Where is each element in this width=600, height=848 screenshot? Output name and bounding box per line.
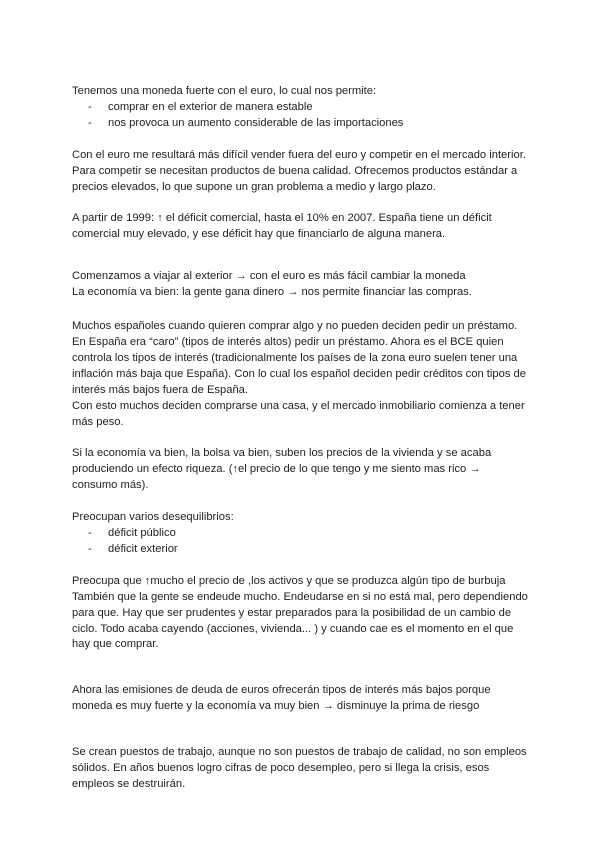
list-item-text: déficit exterior [108, 542, 178, 555]
paragraph-line: interés más bajos fuera de España. [72, 383, 248, 396]
bullet-marker: - [88, 116, 92, 129]
bullet-marker: - [88, 100, 92, 113]
paragraph-trade-deficit [72, 211, 532, 243]
paragraph-line: ciclo. Todo acaba cayendo (acciones, vivienda... ) y cuando cae es el momento en el que [72, 622, 514, 635]
paragraph-line: Si la economía va bien, la bolsa va bien, suben los precios de la vivienda y se acaba [72, 447, 492, 460]
paragraph-line: En España era “caro” (tipos de interés altos) pedir un préstamo. Ahora es el BCE quien [72, 335, 504, 348]
list-item [72, 100, 532, 116]
paragraph-line: Con esto muchos deciden comprarse una casa, y el mercado inmobiliario comienza a tener [72, 399, 525, 412]
paragraph-bubble [72, 574, 532, 654]
paragraph-loans [72, 319, 532, 430]
paragraph-line: más peso. [72, 415, 124, 428]
paragraph-travel [72, 269, 532, 301]
paragraph-line: empleos se destruirán. [72, 778, 186, 790]
paragraph-line: consumo más). [72, 479, 149, 492]
paragraph-strong-currency [72, 84, 532, 132]
paragraph-line: sólidos. En años buenos logro cifras de poco desempleo, pero si llega la crisis, esos [72, 762, 490, 775]
paragraph-line: Ahora las emisiones de deuda de euros ofrecerán tipos de interés más bajos porque [72, 684, 491, 697]
paragraph-line: hay que comprar. [72, 638, 159, 651]
paragraph-line: para que. Hay que ser prudentes y estar preparados para la posibilidad de un cambio de [72, 606, 512, 619]
paragraph-wealth-effect [72, 446, 532, 494]
paragraph-debt-emissions [72, 683, 532, 715]
paragraph-line: precios elevados, lo que supone un gran problema a medio y largo plazo. [72, 180, 436, 193]
paragraph-line: También que la gente se endeude mucho. Endeudarse en si no está mal, pero dependiendo [72, 590, 528, 603]
paragraph-competition [72, 148, 532, 196]
paragraph-line: Comenzamos a viajar al exterior → con el euro es más fácil cambiar la moneda [72, 270, 466, 283]
paragraph-line: comercial muy elevado, y ese déficit hay que financiarlo de alguna manera. [72, 228, 446, 241]
bullet-marker: - [88, 527, 92, 540]
paragraph-line: A partir de 1999: ↑ el déficit comercial, hasta el 10% en 2007. España tiene un déficit [72, 212, 492, 225]
paragraph-line: Con el euro me resultará más difícil vender fuera del euro y competir en el mercado interior. [72, 148, 526, 161]
list-item [72, 526, 532, 542]
list-item [72, 542, 532, 558]
list-item-text: comprar en el exterior de manera estable [108, 100, 313, 113]
paragraph-line: controla los tipos de interés (tradicionalmente los países de la zona euro suelen tener una [72, 351, 518, 364]
paragraph-line: produciendo un efecto riqueza. (↑el precio de lo que tengo y me siento mas rico → [72, 463, 481, 476]
paragraph-imbalances [72, 510, 532, 558]
document-page [72, 84, 532, 793]
list-item [72, 116, 532, 132]
paragraph-line: Tenemos una moneda fuerte con el euro, lo cual nos permite: [72, 85, 377, 97]
paragraph-line: inflación más baja que España). Con lo cual los español deciden pedir créditos con tipos de [72, 367, 526, 380]
paragraph-line: moneda es muy fuerte y la economía va muy bien → disminuye la prima de riesgo [72, 700, 480, 713]
list-item-text: déficit público [108, 527, 176, 540]
paragraph-line: La economía va bien: la gente gana dinero → nos permite financiar las compras. [72, 286, 472, 299]
list-item-text: nos provoca un aumento considerable de las importaciones [108, 116, 404, 129]
paragraph-employment [72, 745, 532, 793]
paragraph-line: Muchos españoles cuando quieren comprar algo y no pueden deciden pedir un préstamo. [72, 320, 518, 333]
paragraph-line: Preocupa que ↑mucho el precio de ,los activos y que se produzca algún tipo de burbuja [72, 574, 506, 587]
paragraph-line: Preocupan varios desequilibrios: [72, 511, 234, 524]
paragraph-line: Para competir se necesitan productos de buena calidad. Ofrecemos productos estándar a [72, 164, 518, 177]
paragraph-line: Se crean puestos de trabajo, aunque no son puestos de trabajo de calidad, no son empleos [72, 746, 527, 759]
bullet-marker: - [88, 542, 92, 555]
